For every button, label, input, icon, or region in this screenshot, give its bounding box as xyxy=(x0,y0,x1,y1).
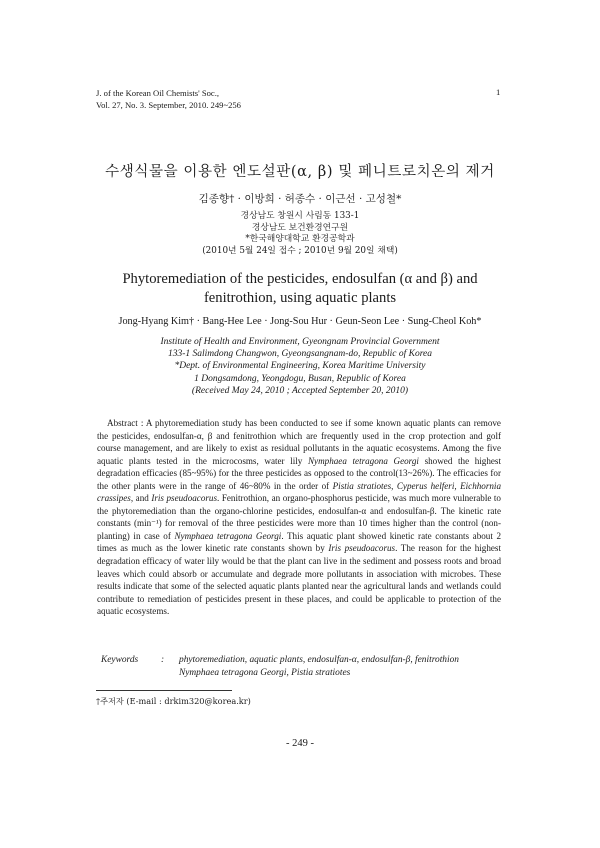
footnote-divider xyxy=(96,690,232,691)
english-title-line: Phytoremediation of the pesticides, endosulfan (α and β) and xyxy=(122,271,478,287)
keywords-label: Keywords xyxy=(101,655,139,665)
species-name: Nymphaea tetragona Georgi xyxy=(307,455,419,466)
korean-affiliations xyxy=(0,211,600,257)
english-title-line: fenitrothion, using aquatic plants xyxy=(203,290,397,306)
species-name: Nymphaea tetragona Georgi xyxy=(174,530,282,541)
corresponding-author-footnote: †주저자 (E-mail : drkim320@korea.kr) xyxy=(96,696,251,706)
abstract-text: . This aquatic plant showed kinetic rate constants about 2 times as much as the lower kinetic rate constants shown by xyxy=(97,530,501,554)
korean-title: 수생식물을 이용한 엔도설판(α, β) 및 페니트로치온의 제거 xyxy=(105,164,495,180)
english-title xyxy=(0,270,600,308)
abstract xyxy=(97,417,501,618)
journal-name: J. of the Korean Oil Chemists' Soc., xyxy=(96,88,220,98)
english-received-dates: (Received May 24, 2010 ; Accepted September 20, 2010) xyxy=(191,385,409,396)
keywords xyxy=(101,654,501,680)
korean-received-dates: (2010년 5월 24일 접수 ; 2010년 9월 20일 채택) xyxy=(202,245,398,256)
abstract-text: and xyxy=(135,493,149,504)
keywords-line: Nymphaea tetragona Georgi, Pistia stratiotes xyxy=(179,668,351,678)
english-authors: Jong-Hyang Kim† · Bang-Hee Lee · Jong-Sou Hur · Geun-Seon Lee · Sung-Cheol Koh* xyxy=(118,316,482,327)
abstract-text: . Fenitrothion, an organo-phosphorus pesticide, was much more vulnerable to the phytoremediation than the organo-chlorine pesticides, endosulfan-α and endosulfan-β. The kinetic rate constants (min⁻¹) for removal of the three pesticides were more than 10 times higher than the control (non-planting) in case of xyxy=(97,493,501,541)
korean-affiliation-line: 경상남도 창원시 사림동 133-1 xyxy=(240,211,360,221)
species-name: Iris pseudoacorus xyxy=(151,493,218,504)
korean-affiliation-line: *한국해양대학교 환경공학과 xyxy=(245,234,355,245)
english-affiliation-line: 133-1 Salimdong Changwon, Gyeongsangnam-do, Republic of Korea xyxy=(167,349,433,360)
abstract-text: A phytoremediation study has been conducted to see if some known aquatic plants can remove the pesticides, endosulfan-α, β and fenitrothion which are frequently used in the crop protection and golf course management, and are likely to exist as residual pollutants in the aquatic ecosystems. Among the five aquatic plants tested in the microcosms, water lily xyxy=(97,418,501,466)
species-name: Pistia stratiotes, Cyperus helferi, Eichhornia crassipes, xyxy=(97,480,501,504)
korean-affiliation-line: 경상남도 보건환경연구원 xyxy=(251,222,349,233)
keywords-separator: : xyxy=(161,655,165,665)
keywords-line: phytoremediation, aquatic plants, endosulfan-α, endosulfan-β, fenitrothion xyxy=(179,655,459,665)
abstract-text: . The reason for the highest degradation efficacy of water lily would be that the plant can live in the sediment and possess roots and broad leaves which could absorb or accumulate and degrade more pollutants in association with microbes. These results indicate that some of the selected aquatic plants planted near the agricultural lands and wetlands could contribute to remediation of pesticides present in these places, and could be applicable to protection of the aquatic ecosystems. xyxy=(97,543,501,617)
species-name: Iris pseudoacorus xyxy=(328,543,396,554)
korean-authors: 김종향† · 이방희 · 허종수 · 이근선 · 고성철* xyxy=(198,193,402,205)
english-affiliation-line: *Dept. of Environmental Engineering, Korea Maritime University xyxy=(174,361,426,372)
journal-volume: Vol. 27, No. 3. September, 2010. 249~256 xyxy=(96,100,241,110)
english-affiliation-line: Institute of Health and Environment, Gyeongnam Provincial Government xyxy=(160,337,440,347)
page-footer-number: - 249 - xyxy=(286,738,314,749)
abstract-label: Abstract xyxy=(107,418,138,428)
english-affiliation-line: 1 Dongsamdong, Yeongdogu, Busan, Republic of Korea xyxy=(194,373,406,384)
abstract-separator: : xyxy=(140,418,144,428)
header-page-number: 1 xyxy=(496,87,501,97)
journal-header xyxy=(96,87,241,111)
abstract-text: showed the highest degradation efficacies (85~95%) for the three pesticides as opposed to the control(13~26%). The efficacies for the other plants were in the range of 46~80% in the order of xyxy=(97,455,502,491)
english-affiliations xyxy=(0,336,600,397)
